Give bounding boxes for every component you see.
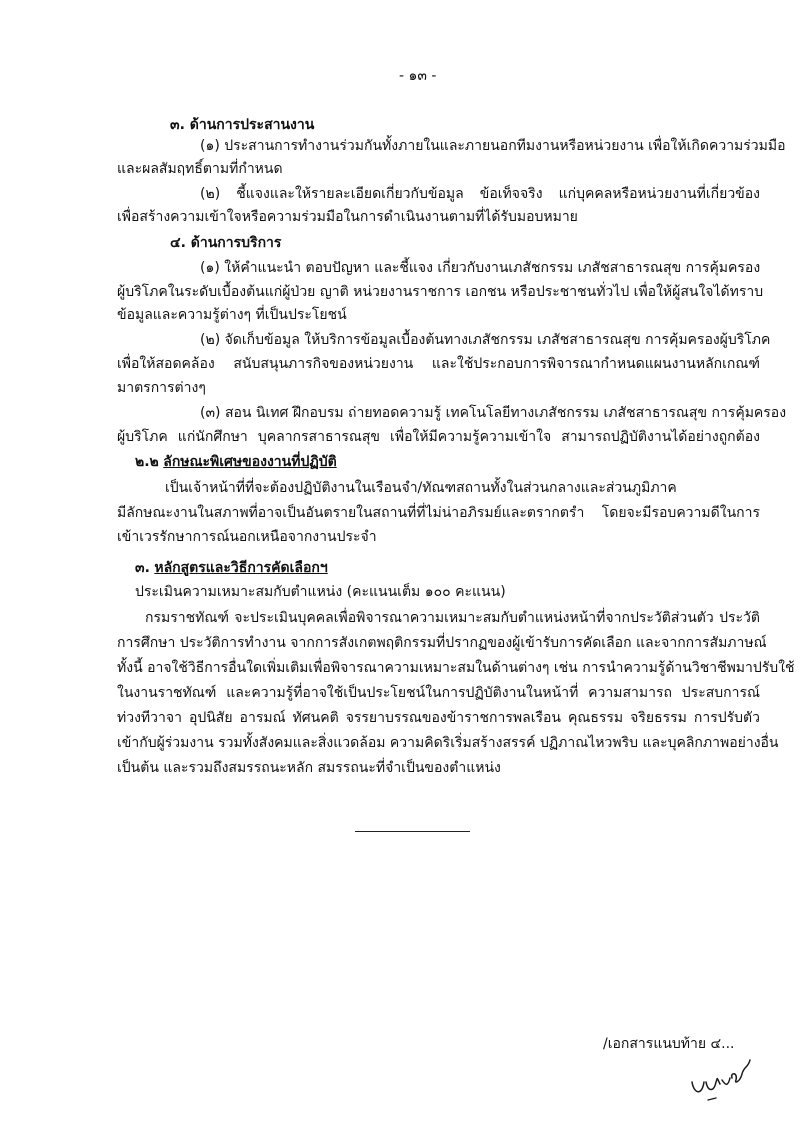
criteria-number: ๓.	[135, 560, 150, 576]
section-22-heading	[135, 452, 337, 472]
section-3-p2-line1: (๒) ชี้แจงและให้รายละเอียดเกี่ยวกับข้อมูล ข้อเท็จจริง แก่บุคคลหรือหน่วยงานที่เกี่ยวข้อง	[200, 186, 760, 202]
section-22-line2: มีลักษณะงานในสภาพที่อาจเป็นอันตรายในสถานที่ที่ไม่น่าอภิรมย์และตรากตรำ โดยจะมีรอบความดีในการ	[117, 505, 760, 521]
section-3-heading: ๓. ด้านการประสานงาน	[170, 117, 315, 133]
section-3-p1-line1: (๑) ประสานการทำงานร่วมกันทั้งภายในและภายนอกทีมงานหรือหน่วยงาน เพื่อให้เกิดความร่วมมือ	[200, 138, 786, 154]
section-4-p3-line2: ผู้บริโภค แก่นักศึกษา บุคลากรสาธารณสุข เพื่อให้มีความรู้ความเข้าใจ สามารถปฏิบัติงานได้อย่างถูกต้อง	[117, 429, 760, 445]
section-3-p1-line2: และผลสัมฤทธิ์ตามที่กำหนด	[117, 161, 283, 177]
closing-divider	[355, 831, 470, 832]
section-22-line1: เป็นเจ้าหน้าที่ที่จะต้องปฏิบัติงานในเรือนจำ/ทัณฑสถานทั้งในส่วนกลางและส่วนภูมิภาค	[165, 480, 677, 496]
criteria-title: หลักสูตรและวิธีการคัดเลือกฯ	[154, 560, 328, 576]
criteria-line1: กรมราชทัณฑ์ จะประเมินบุคคลเพื่อพิจารณาความเหมาะสมกับตำแหน่งหน้าที่จากประวัติส่วนตัว ประวัติ	[145, 610, 760, 626]
section-4-p2-line2: เพื่อให้สอดคล้อง สนับสนุนภารกิจของหน่วยงาน และใช้ประกอบการพิจารณากำหนดแผนงานหลักเกณฑ์	[117, 356, 760, 372]
criteria-line3: ทั้งนี้ อาจใช้วิธีการอื่นใดเพิ่มเติมเพื่อพิจารณาความเหมาะสมในด้านต่างๆ เช่น การนำความรู้ด้านวิชาชีพมาปรับใช้	[117, 660, 795, 676]
section-4-p1-line1: (๑) ให้คำแนะนำ ตอบปัญหา และชี้แจง เกี่ยวกับงานเภสัชกรรม เภสัชสาธารณสุข การคุ้มครอง	[200, 260, 761, 276]
criteria-line4: ในงานราชทัณฑ์ และความรู้ที่อาจใช้เป็นประโยชน์ในการปฏิบัติงานในหน้าที่ ความสามารถ ประสบการณ์	[117, 685, 760, 701]
section-4-p2-line1: (๒) จัดเก็บข้อมูล ให้บริการข้อมูลเบื้องต้นทางเภสัชกรรม เภสัชสาธารณสุข การคุ้มครองผู้บริโภค	[200, 332, 771, 348]
criteria-line7: เป็นต้น และรวมถึงสมรรถนะหลัก สมรรถนะที่จำเป็นของตำแหน่ง	[117, 760, 501, 776]
section-4-p1-line2: ผู้บริโภคในระดับเบื้องต้นแก่ผู้ป่วย ญาติ หน่วยงานราชการ เอกชน หรือประชาชนทั่วไป เพื่อให้ผู้สนใจได้ทราบ	[117, 284, 764, 300]
page-number: - ๑๓ -	[399, 68, 437, 84]
criteria-line5: ท่วงทีวาจา อุปนิสัย อารมณ์ ทัศนคติ จรรยาบรรณของข้าราชการพลเรือน คุณธรรม จริยธรรม การปรับตัว	[117, 710, 760, 726]
section-22-line3: เข้าเวรรักษาการณ์นอกเหนือจากงานประจำ	[117, 529, 377, 545]
section-4-p1-line3: ข้อมูลและความรู้ต่างๆ ที่เป็นประโยชน์	[117, 307, 347, 323]
section-4-p2-line3: มาตรการต่างๆ	[117, 380, 206, 396]
section-22-number: ๒.๒	[135, 454, 159, 470]
handwritten-signature	[686, 1052, 756, 1108]
criteria-heading	[135, 558, 328, 578]
criteria-line6: เข้ากับผู้ร่วมงาน รวมทั้งสังคมและสิ่งแวดล้อม ความคิดริเริ่มสร้างสรรค์ ปฏิภาณไหวพริบ และบุคลิกภาพอย่างอื่น	[117, 735, 779, 751]
section-4-p3-line1: (๓) สอน นิเทศ ฝึกอบรม ถ่ายทอดความรู้ เทคโนโลยีทางเภสัชกรรม เภสัชสาธารณสุข การคุ้มครอง	[200, 405, 787, 421]
section-22-title: ลักษณะพิเศษของงานที่ปฏิบัติ	[163, 454, 337, 470]
section-4-heading: ๔. ด้านการบริการ	[170, 235, 282, 251]
footer-reference: /เอกสารแนบท้าย ๔...	[603, 1036, 735, 1052]
section-3-p2-line2: เพื่อสร้างความเข้าใจหรือความร่วมมือในการดำเนินงานตามที่ได้รับมอบหมาย	[117, 209, 578, 225]
criteria-subtitle: ประเมินความเหมาะสมกับตำแหน่ง (คะแนนเต็ม ๑๐๐ คะแนน)	[135, 584, 506, 600]
criteria-line2: การศึกษา ประวัติการทำงาน จากการสังเกตพฤติกรรมที่ปรากฏของผู้เข้ารับการคัดเลือก และจากการสัมภาษณ์	[117, 635, 767, 651]
